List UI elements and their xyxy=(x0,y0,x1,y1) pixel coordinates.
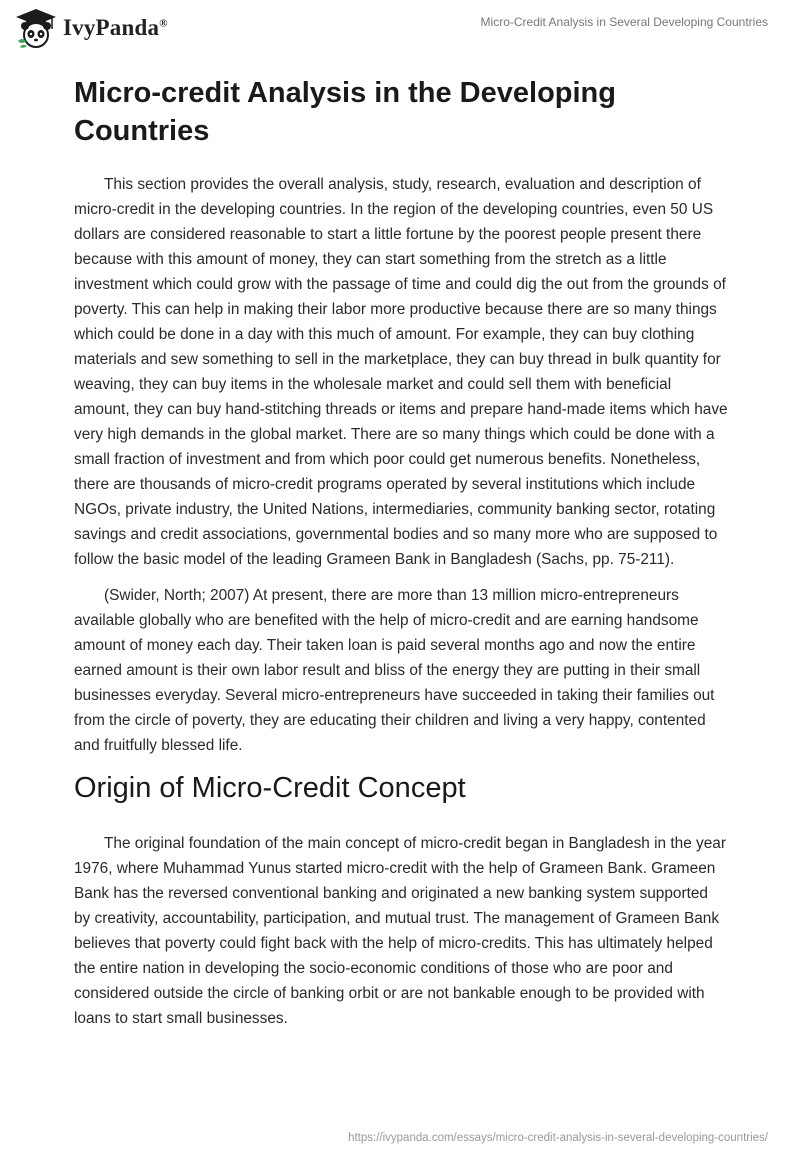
document-title: Micro-Credit Analysis in Several Developing Countries xyxy=(480,15,768,29)
panda-graduate-icon xyxy=(14,7,58,49)
source-url[interactable]: https://ivypanda.com/essays/micro-credit-analysis-in-several-developing-countries/ xyxy=(348,1132,768,1144)
article-body xyxy=(74,74,728,1042)
article-title: Micro-credit Analysis in the Developing Countries xyxy=(74,77,616,147)
brand-name xyxy=(63,15,168,41)
brand-name-text: IvyPanda xyxy=(63,15,160,40)
article-paragraph-2: (Swider, North; 2007) At present, there are more than 13 million micro-entrepreneurs available globally who are benefited with the help of micro-credit and are earning handsome amount of money each day. Their taken loan is paid several months ago and now the entire earned amount is their own labor result and bliss of the energy they are putting in their small businesses everyday. Several micro-entrepreneurs have succeeded in taking their families out from the circle of poverty, they are educating their children and living a very happy, contented and fruitfully blessed life. xyxy=(74,587,715,754)
section-paragraph-1: The original foundation of the main concept of micro-credit began in Bangladesh in the year 1976, where Muhammad Yunus started micro-credit with the help of Grameen Bank. Grameen Bank has the reversed conventional banking and originated a new banking system supported by creativity, accountability, participation, and mutual trust. The management of Grameen Bank believes that poverty could fight back with the help of micro-credits. This has ultimately helped the entire nation in developing the socio-economic conditions of those who are poor and considered outside the circle of banking orbit or are not bankable enough to be provided with loans to start small businesses. xyxy=(74,835,726,1027)
page-header xyxy=(0,0,800,56)
brand-logo[interactable] xyxy=(14,7,168,49)
registered-mark: ® xyxy=(159,17,168,30)
section-heading: Origin of Micro-Credit Concept xyxy=(74,772,466,804)
article-paragraph-1: This section provides the overall analysis, study, research, evaluation and description of micro-credit in the developing countries. In the region of the developing countries, even 50 US dollars are considered reasonable to start a little fortune by the poorest people present there because with this amount of money, they can start something from the stretch as a little investment which could grow with the passage of time and could dig the out from the grounds of poverty. This can help in making their labor more productive because there are so many things which could be done in a day with this much of amount. For example, they can buy clothing materials and sew something to sell in the marketplace, they can buy thread in bulk quantity for weaving, they can buy items in the wholesale market and could sell them with beneficial amount, they can buy hand-stitching threads or items and prepare hand-made items which have very high demands in the global market. There are so many things which could be done with a small fraction of investment and from which poor could get numerous benefits. Nonetheless, there are thousands of micro-credit programs operated by several institutions which include NGOs, private industry, the United Nations, intermediaries, community banking sector, rotating savings and credit associations, governmental bodies and so many more who are supposed to follow the basic model of the leading Grameen Bank in Bangladesh (Sachs, pp. 75-211). xyxy=(74,176,728,568)
